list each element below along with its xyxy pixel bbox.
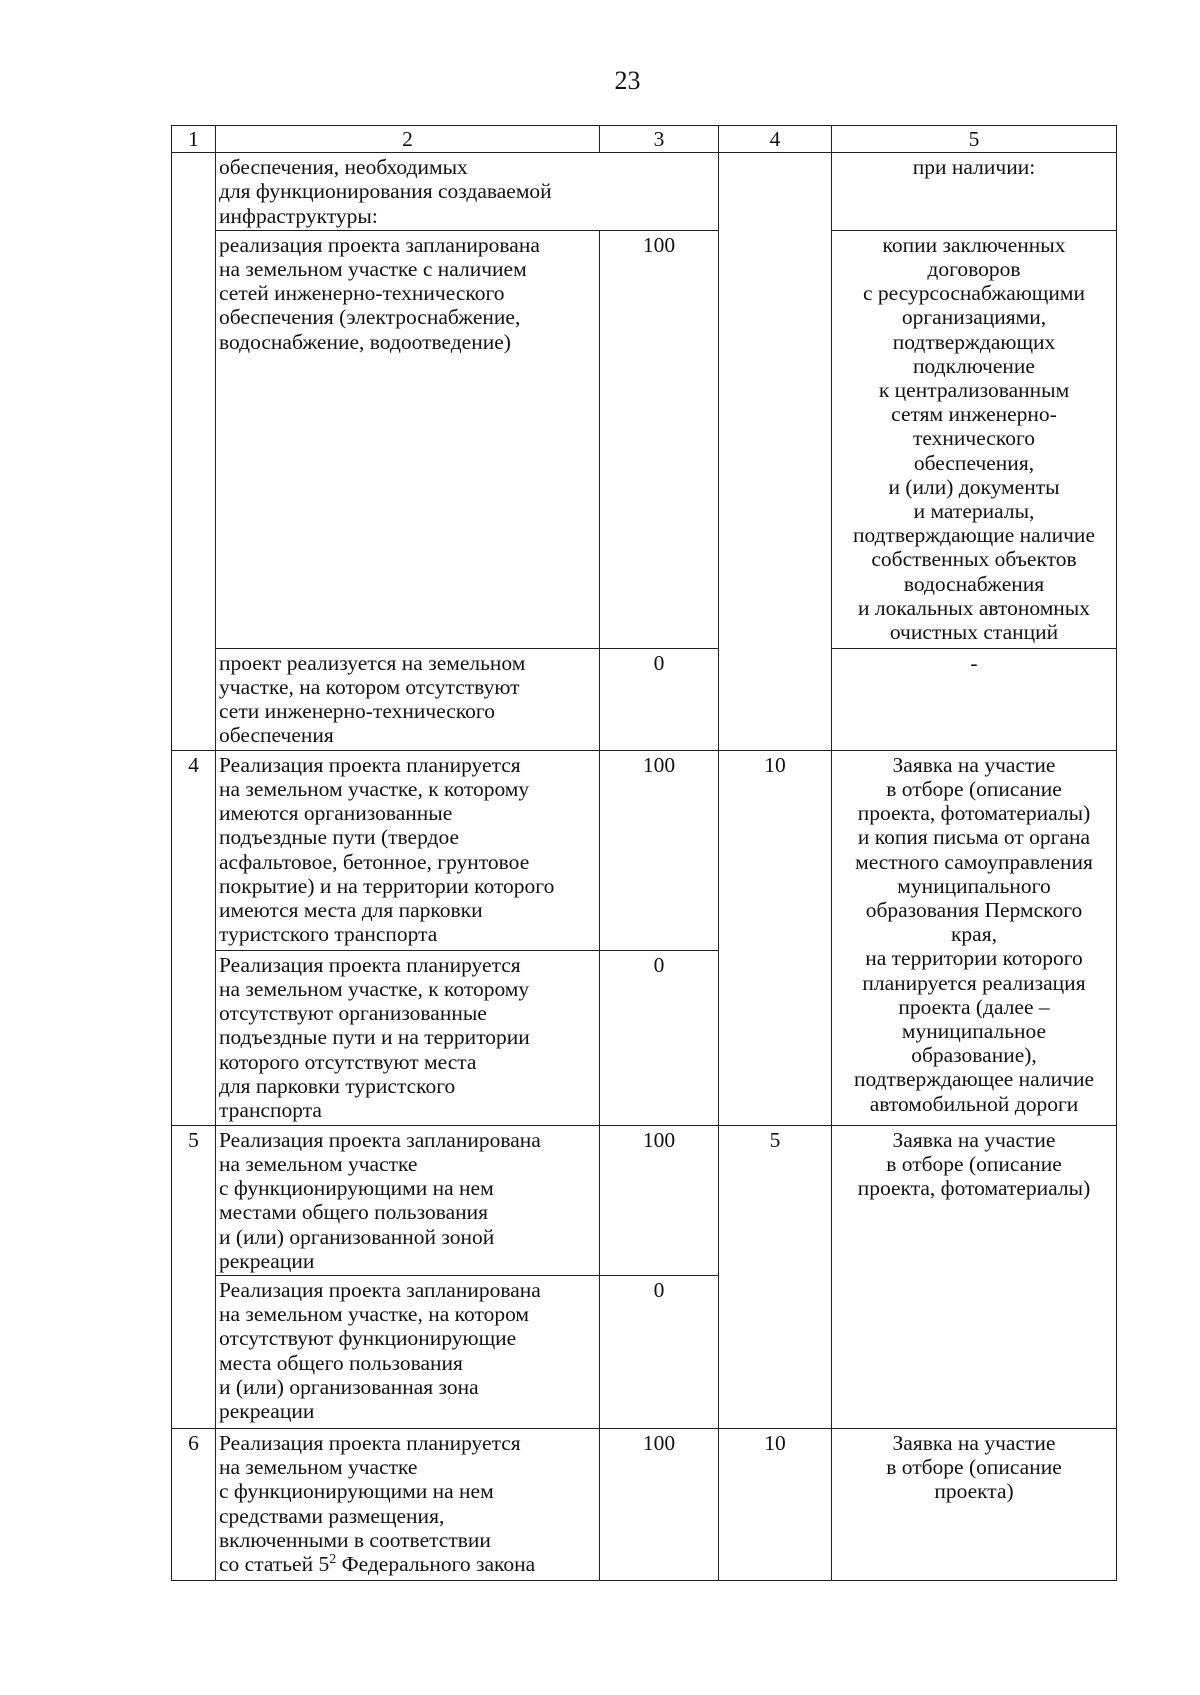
header-col-5: 5: [832, 126, 1117, 153]
header-col-2: 2: [216, 126, 600, 153]
documents-cell: Заявка на участие в отборе (описание проекта): [832, 1429, 1117, 1581]
documents-cell: копии заключенных договоров с ресурсоснабжающими организациями, подтверждающих подключение к централизованным сетям инженерно- технического обеспечения, и (или) документы и материалы, подтверждающие наличие собственных объектов водоснабжения и локальных автономных очистных станций: [832, 230, 1117, 648]
weight-cell: [719, 153, 832, 751]
criterion-text: Реализация проекта планируется на земельном участке, к которому имеются организованные подъездные пути (твердое асфальтовое, бетонное, грунтовое покрытие) и на территории которого имеются места для парковки туристского транспорта: [216, 750, 600, 950]
row-number: 5: [172, 1125, 216, 1428]
header-col-4: 4: [719, 126, 832, 153]
documents-cell: Заявка на участие в отборе (описание проекта, фотоматериалы): [832, 1125, 1117, 1428]
criterion-text: Реализация проекта запланирована на земельном участке с функционирующими на нем местами общего пользования и (или) организованной зоной рекреации: [216, 1125, 600, 1275]
criterion-text: Реализация проекта запланирована на земельном участке, на котором отсутствуют функционирующие места общего пользования и (или) организованная зона рекреации: [216, 1276, 600, 1429]
score-value: 100: [600, 750, 719, 950]
table-row: [172, 230, 1117, 648]
weight-value: 10: [719, 750, 832, 1125]
documents-cell: -: [832, 648, 1117, 750]
table-row: [172, 153, 1117, 231]
criterion-text: Реализация проекта планируется на земельном участке, к которому отсутствуют организованные подъездные пути и на территории которого отсутствуют места для парковки туристского транспорта: [216, 950, 600, 1125]
score-value: 100: [600, 1125, 719, 1275]
article-superscript: 2: [329, 1551, 337, 1567]
table-row: [172, 1125, 1117, 1275]
score-value: 0: [600, 648, 719, 750]
criterion-text: реализация проекта запланирована на земельном участке с наличием сетей инженерно-технического обеспечения (электроснабжение, водоснабжение, водоотведение): [216, 230, 600, 648]
header-col-3: 3: [600, 126, 719, 153]
weight-value: 5: [719, 1125, 832, 1428]
page-number: 23: [614, 66, 641, 95]
header-row: [172, 126, 1117, 153]
documents-cell: Заявка на участие в отборе (описание проекта, фотоматериалы) и копия письма от органа местного самоуправления муниципального образования Пермского края, на территории которого планируется реализация проекта (далее – муниципальное образование), подтверждающее наличие автомобильной дороги: [832, 750, 1117, 1125]
criteria-table: [171, 125, 1117, 1581]
weight-value: 10: [719, 1429, 832, 1581]
criterion-text: обеспечения, необходимых для функционирования создаваемой инфраструктуры:: [216, 153, 719, 231]
criterion-text: проект реализуется на земельном участке, на котором отсутствуют сети инженерно-технического обеспечения: [216, 648, 600, 750]
row-number: 4: [172, 750, 216, 1125]
score-value: 0: [600, 1276, 719, 1429]
score-value: 100: [600, 1429, 719, 1581]
table-row: [172, 648, 1117, 750]
criterion-text: [216, 1429, 600, 1581]
documents-cell: при наличии:: [832, 153, 1117, 231]
score-value: 100: [600, 230, 719, 648]
header-col-1: 1: [172, 126, 216, 153]
criterion-text-main: Реализация проекта планируется на земельном участке с функционирующими на нем средствами размещения, включенными в соответствии со статьей 5: [219, 1431, 521, 1577]
table-row: [172, 1429, 1117, 1581]
row-number-cell: [172, 153, 216, 751]
row-number: 6: [172, 1429, 216, 1581]
score-value: 0: [600, 950, 719, 1125]
table-row: [172, 750, 1117, 950]
criterion-text-tail: Федерального закона: [336, 1552, 536, 1577]
